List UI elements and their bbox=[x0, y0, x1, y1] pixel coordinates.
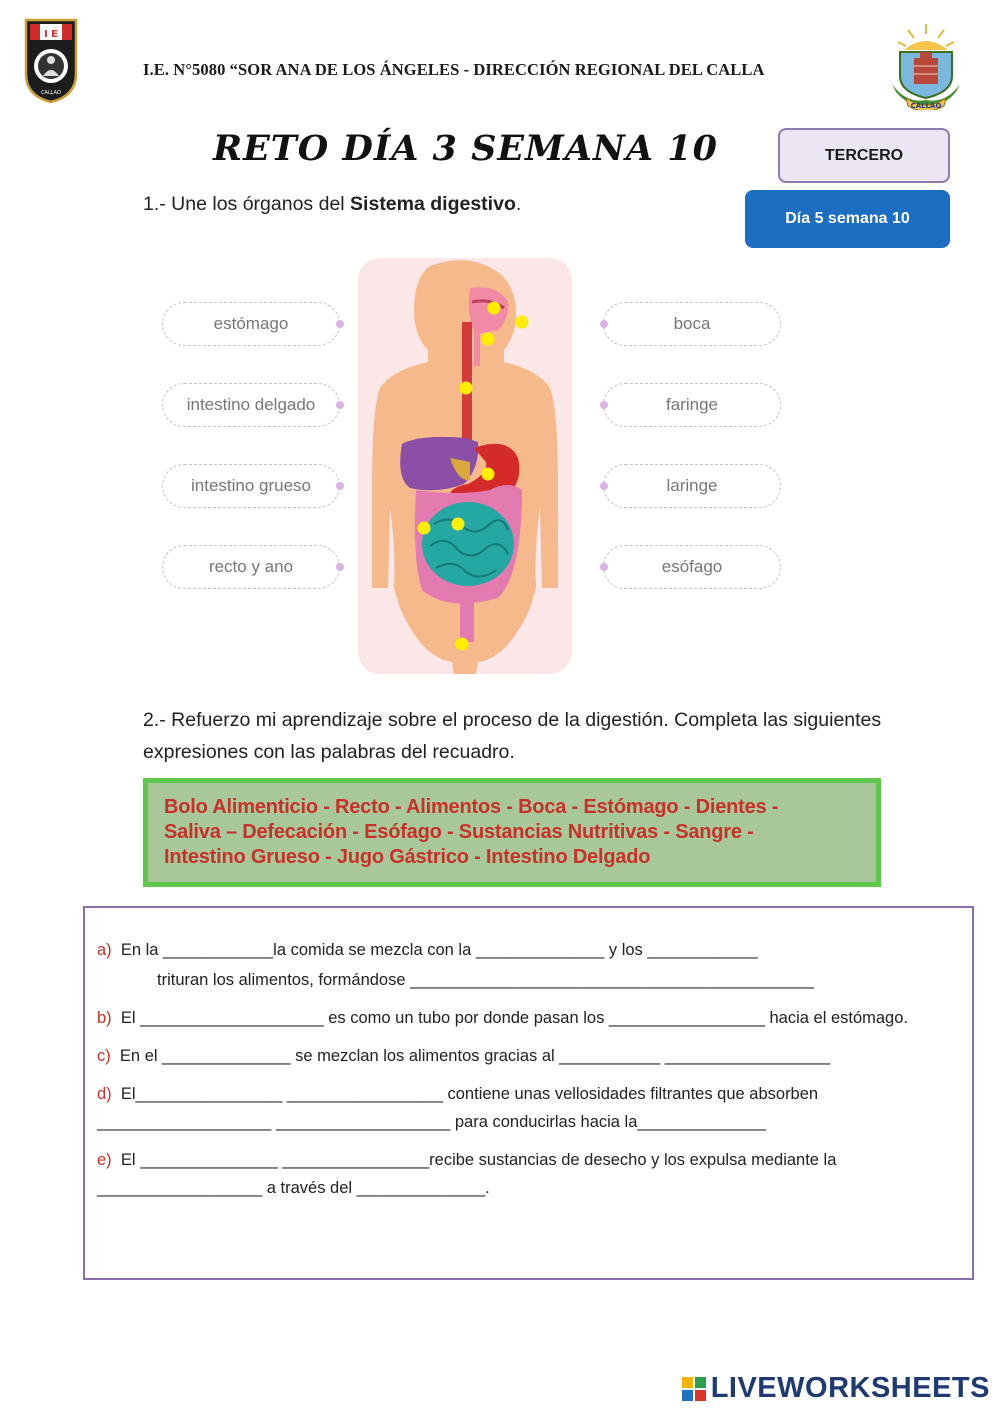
exercise-a-letter: a) bbox=[97, 941, 112, 959]
liveworksheets-icon bbox=[681, 1376, 707, 1402]
question-1-bold: Sistema digestivo bbox=[350, 193, 516, 215]
day-badge: Día 5 semana 10 bbox=[745, 190, 950, 248]
label-right-4[interactable]: esófago bbox=[603, 545, 781, 589]
question-2: 2.- Refuerzo mi aprendizaje sobre el proceso de la digestión. Completa las siguientes expresiones con las palabras del recuadro. bbox=[143, 709, 882, 763]
school-logo bbox=[22, 16, 80, 104]
liveworksheets-brand[interactable] bbox=[681, 1372, 990, 1405]
digestive-diagram bbox=[140, 255, 800, 675]
connector-dot-right-1[interactable] bbox=[600, 320, 608, 328]
exercise-e bbox=[97, 1146, 960, 1202]
liveworksheets-text: LIVEWORKSHEETS bbox=[710, 1372, 990, 1404]
callao-logo-text: CALLAO bbox=[910, 102, 942, 110]
connector-dot-left-1[interactable] bbox=[336, 320, 344, 328]
school-logo-bottom-text: CALLAO bbox=[41, 90, 61, 96]
school-logo-letters: I E bbox=[43, 29, 59, 40]
label-right-2[interactable]: faringe bbox=[603, 383, 781, 427]
question-1-prefix: 1.- Une los órganos del bbox=[143, 193, 351, 215]
exercise-d-text[interactable]: El________________ _________________ contiene unas vellosidades filtrantes que absorben ___________________ ___________________ para conducirlas hacia la______________ bbox=[97, 1085, 819, 1131]
label-left-1[interactable]: estómago bbox=[162, 302, 340, 346]
exercise-e-letter: e) bbox=[97, 1151, 112, 1169]
word-bank-line-3: Intestino Grueso - Jugo Gástrico - Intestino Delgado bbox=[164, 846, 651, 868]
exercise-e-text[interactable]: El _______________ ________________recibe sustancias de desecho y los expulsa mediante la __________________ a través del ______________. bbox=[97, 1151, 837, 1197]
label-left-3[interactable]: intestino grueso bbox=[162, 464, 340, 508]
exercise-b-text[interactable]: El ____________________ es como un tubo por donde pasan los _________________ hacia el estómago. bbox=[120, 1009, 908, 1027]
exercise-c-letter: c) bbox=[97, 1047, 111, 1065]
connector-dot-right-3[interactable] bbox=[600, 482, 608, 490]
exercise-d bbox=[97, 1080, 960, 1136]
question-1-suffix: . bbox=[515, 193, 522, 215]
grade-badge: TERCERO bbox=[778, 128, 950, 183]
connector-dot-right-4[interactable] bbox=[600, 563, 608, 571]
label-left-4[interactable]: recto y ano bbox=[162, 545, 340, 589]
exercise-a bbox=[97, 936, 960, 964]
connector-dot-left-4[interactable] bbox=[336, 563, 344, 571]
page-title: RETO DÍA 3 SEMANA 10 bbox=[213, 128, 718, 169]
question-1 bbox=[143, 188, 521, 220]
callao-logo bbox=[886, 20, 966, 110]
exercise-d-letter: d) bbox=[97, 1085, 112, 1103]
exercise-a-line-2[interactable]: trituran los alimentos, formándose ____________________________________________ bbox=[157, 971, 814, 989]
exercise-a-text[interactable]: En la ____________la comida se mezcla con la ______________ y los ____________ bbox=[120, 941, 758, 959]
label-left-2[interactable]: intestino delgado bbox=[162, 383, 340, 427]
exercise-b bbox=[97, 1004, 960, 1032]
exercise-b-letter: b) bbox=[97, 1009, 112, 1027]
label-right-1[interactable]: boca bbox=[603, 302, 781, 346]
connector-dot-right-2[interactable] bbox=[600, 401, 608, 409]
body-illustration bbox=[358, 258, 572, 674]
connector-dot-left-2[interactable] bbox=[336, 401, 344, 409]
school-name: I.E. N°5080 “SOR ANA DE LOS ÁNGELES - DIRECCIÓN REGIONAL DEL CALLA bbox=[143, 60, 765, 79]
word-bank bbox=[143, 778, 881, 887]
label-right-3[interactable]: laringe bbox=[603, 464, 781, 508]
word-bank-line-1: Bolo Alimenticio - Recto - Alimentos - Boca - Estómago - Dientes - bbox=[164, 796, 779, 818]
connector-dot-left-3[interactable] bbox=[336, 482, 344, 490]
exercises-box bbox=[83, 906, 974, 1280]
exercise-c bbox=[97, 1042, 960, 1070]
exercise-c-text[interactable]: En el ______________ se mezclan los alimentos gracias al ___________ __________________ bbox=[119, 1047, 830, 1065]
word-bank-line-2: Saliva – Defecación - Esófago - Sustancias Nutritivas - Sangre - bbox=[164, 821, 754, 843]
